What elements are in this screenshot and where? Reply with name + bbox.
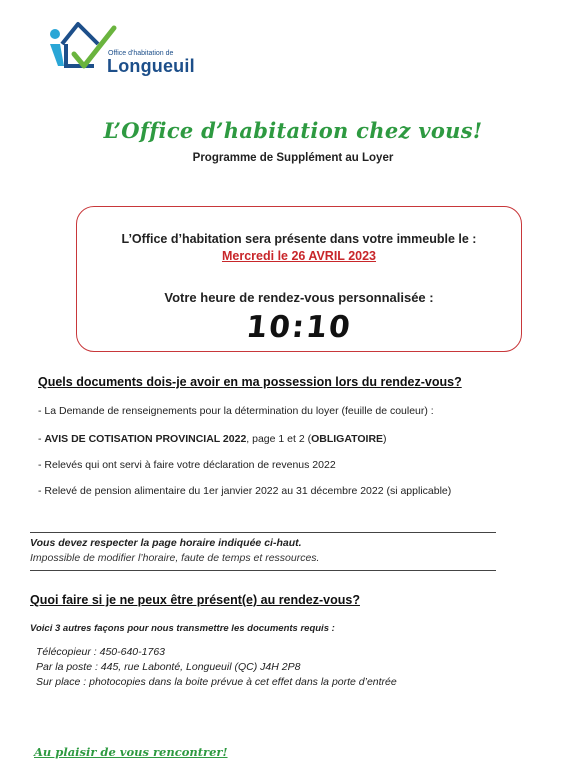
absence-intro: Voici 3 autres façons pour nous transmettre les documents requis :: [30, 623, 335, 634]
schedule-notice: Vous devez respecter la page horaire indiquée ci-haut.: [30, 537, 302, 549]
document-item-3: - Relevés qui ont servi à faire votre déclaration de revenus 2022: [38, 459, 336, 471]
method-onsite: Sur place : photocopies dans la boite prévue à cet effet dans la porte d’entrée: [36, 676, 397, 688]
appointment-time-label: Votre heure de rendez-vous personnalisée :: [164, 290, 434, 305]
house-person-icon: [50, 24, 114, 66]
closing-line: Au plaisir de vous rencontrer!: [34, 745, 228, 759]
divider-bottom: [30, 570, 496, 571]
document-item-2: - AVIS DE COTISATION PROVINCIAL 2022, page 1 et 2 (OBLIGATOIRE): [38, 433, 387, 445]
absence-heading: Quoi faire si je ne peux être présent(e) au rendez-vous?: [30, 593, 360, 607]
headline: L’Office d’habitation chez vous!: [103, 118, 483, 143]
document-item-1: - La Demande de renseignements pour la détermination du loyer (feuille de couleur) :: [38, 405, 434, 417]
appointment-time: 10:10: [244, 310, 354, 345]
divider-top: [30, 532, 496, 533]
program-subtitle: Programme de Supplément au Loyer: [192, 152, 394, 164]
documents-heading: Quels documents dois-je avoir en ma possession lors du rendez-vous?: [38, 375, 462, 389]
method-fax: Télécopieur : 450-640-1763: [36, 646, 166, 658]
method-mail: Par la poste : 445, rue Labonté, Longueuil (QC) J4H 2P8: [36, 661, 301, 673]
appointment-date: Mercredi le 26 AVRIL 2023: [221, 249, 377, 263]
document-item-4: - Relevé de pension alimentaire du 1er janvier 2022 au 31 décembre 2022 (si applicable): [38, 485, 452, 497]
appointment-intro: L’Office d’habitation sera présente dans votre immeuble le :: [121, 232, 477, 246]
logo-name: Longueuil: [107, 56, 195, 76]
schedule-notice-detail: Impossible de modifier l’horaire, faute de temps et ressources.: [30, 552, 320, 564]
logo-tagline: Office d'habitation de: [108, 50, 174, 57]
